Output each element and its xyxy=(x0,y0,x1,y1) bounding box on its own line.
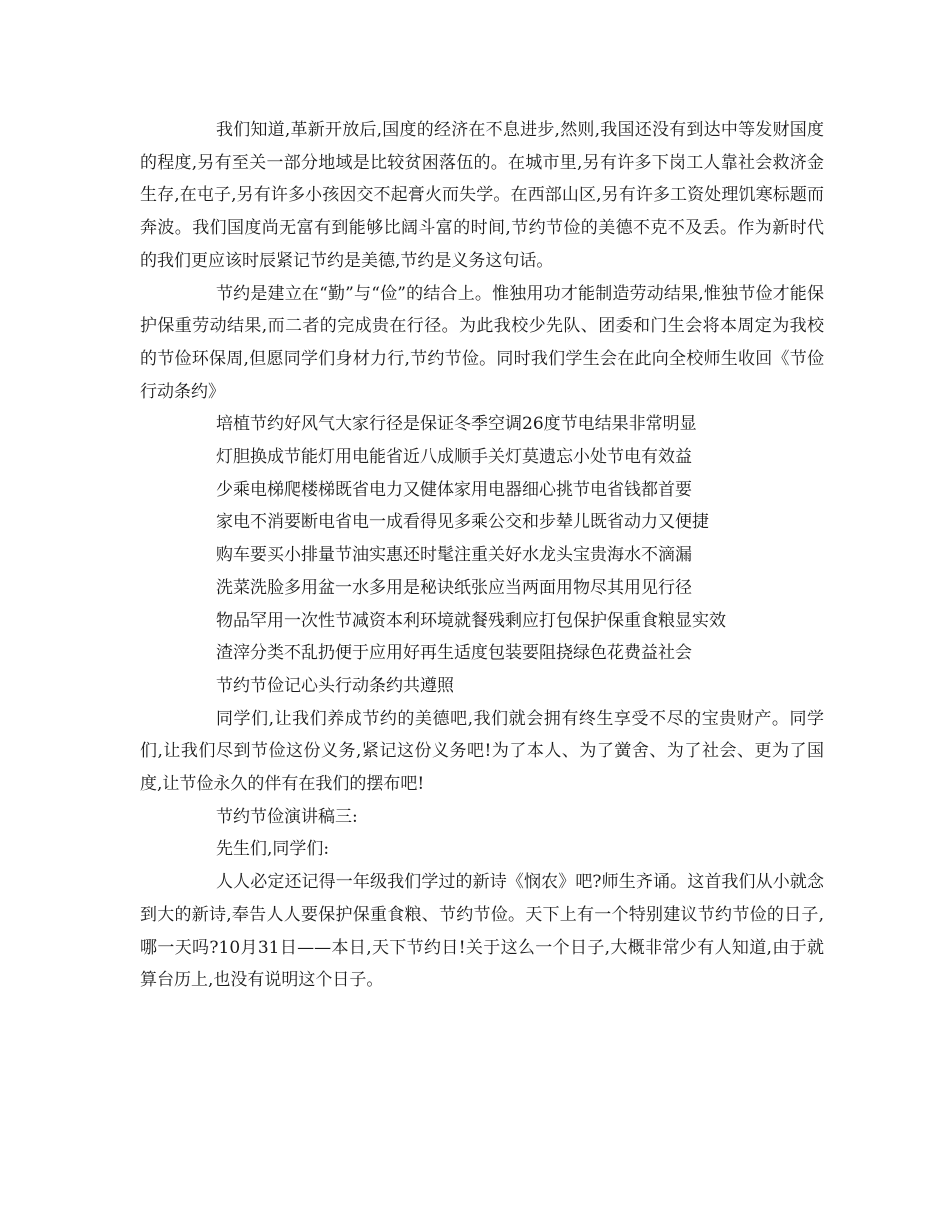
paragraph-last: 人人必定还记得一年级我们学过的新诗《悯农》吧?师生齐诵。这首我们从小就念到大的新诗,奉告人人要保护保重食粮、节约节俭。天下上有一个特别建议节约节俭的日子,哪一天吗?10月31日——本日,天下节约日!关于这么一个日子,大概非常少有人知道,由于就算台历上,也没有说明这个日子。 xyxy=(140,872,824,991)
speech-heading: 节约节俭演讲稿三: xyxy=(216,806,358,827)
pledge-line: 渣滓分类不乱扔便于应用好再生适度包装要阻挠绿色花费益社会 xyxy=(216,643,692,664)
pledge-line: 灯胆换成节能灯用电能省近八成顺手关灯莫遗忘小处节电有效益 xyxy=(216,447,692,468)
pledge-line: 物品罕用一次性节减资本利环境就餐残剩应打包保护保重食粮显实效 xyxy=(216,610,726,631)
pledge-line: 少乘电梯爬楼梯既省电力又健体家用电器细心挑节电省钱都首要 xyxy=(216,479,692,500)
document-body xyxy=(140,114,824,997)
paragraph-thrift-initiative: 节约是建立在“勤”与“俭”的结合上。惟独用功才能制造劳动结果,惟独节俭才能保护保重劳动结果,而二者的完成贵在行径。为此我校少先队、团委和门生会将本周定为我校的节俭环保周,但愿同学们身材力行,节约节俭。同时我们学生会在此向全校师生收回《节俭行动条约》 xyxy=(140,283,824,402)
greeting: 先生们,同学们: xyxy=(216,839,330,860)
paragraph-closing: 同学们,让我们养成节约的美德吧,我们就会拥有终生享受不尽的宝贵财产。同学们,让我们尽到节俭这份义务,紧记这份义务吧!为了本人、为了黉舍、为了社会、更为了国度,让节俭永久的伴有在我们的摆布吧! xyxy=(140,708,824,795)
paragraph-economy: 我们知道,革新开放后,国度的经济在不息进步,然则,我国还没有到达中等发财国度的程度,另有至关一部分地域是比较贫困落伍的。在城市里,另有许多下岗工人靠社会救济金生存,在屯子,另有许多小孩因交不起膏火而失学。在西部山区,另有许多工资处理饥寒标题而奔波。我们国度尚无富有到能够比阔斗富的时间,节约节俭的美德不克不及丢。作为新时代的我们更应该时辰紧记节约是美德,节约是义务这句话。 xyxy=(140,120,824,271)
pledge-line: 家电不消要断电省电一成看得见多乘公交和步辇儿既省动力又便捷 xyxy=(216,512,709,533)
pledge-line: 购车要买小排量节油实惠还时髦注重关好水龙头宝贵海水不滴漏 xyxy=(216,545,692,566)
pledge-line: 洗菜洗脸多用盆一水多用是秘诀纸张应当两面用物尽其用见行径 xyxy=(216,577,692,598)
pledge-list xyxy=(140,408,824,702)
pledge-line: 节约节俭记心头行动条约共遵照 xyxy=(216,675,454,696)
pledge-line: 培植节约好风气大家行径是保证冬季空调26度节电结果非常明显 xyxy=(216,414,697,435)
